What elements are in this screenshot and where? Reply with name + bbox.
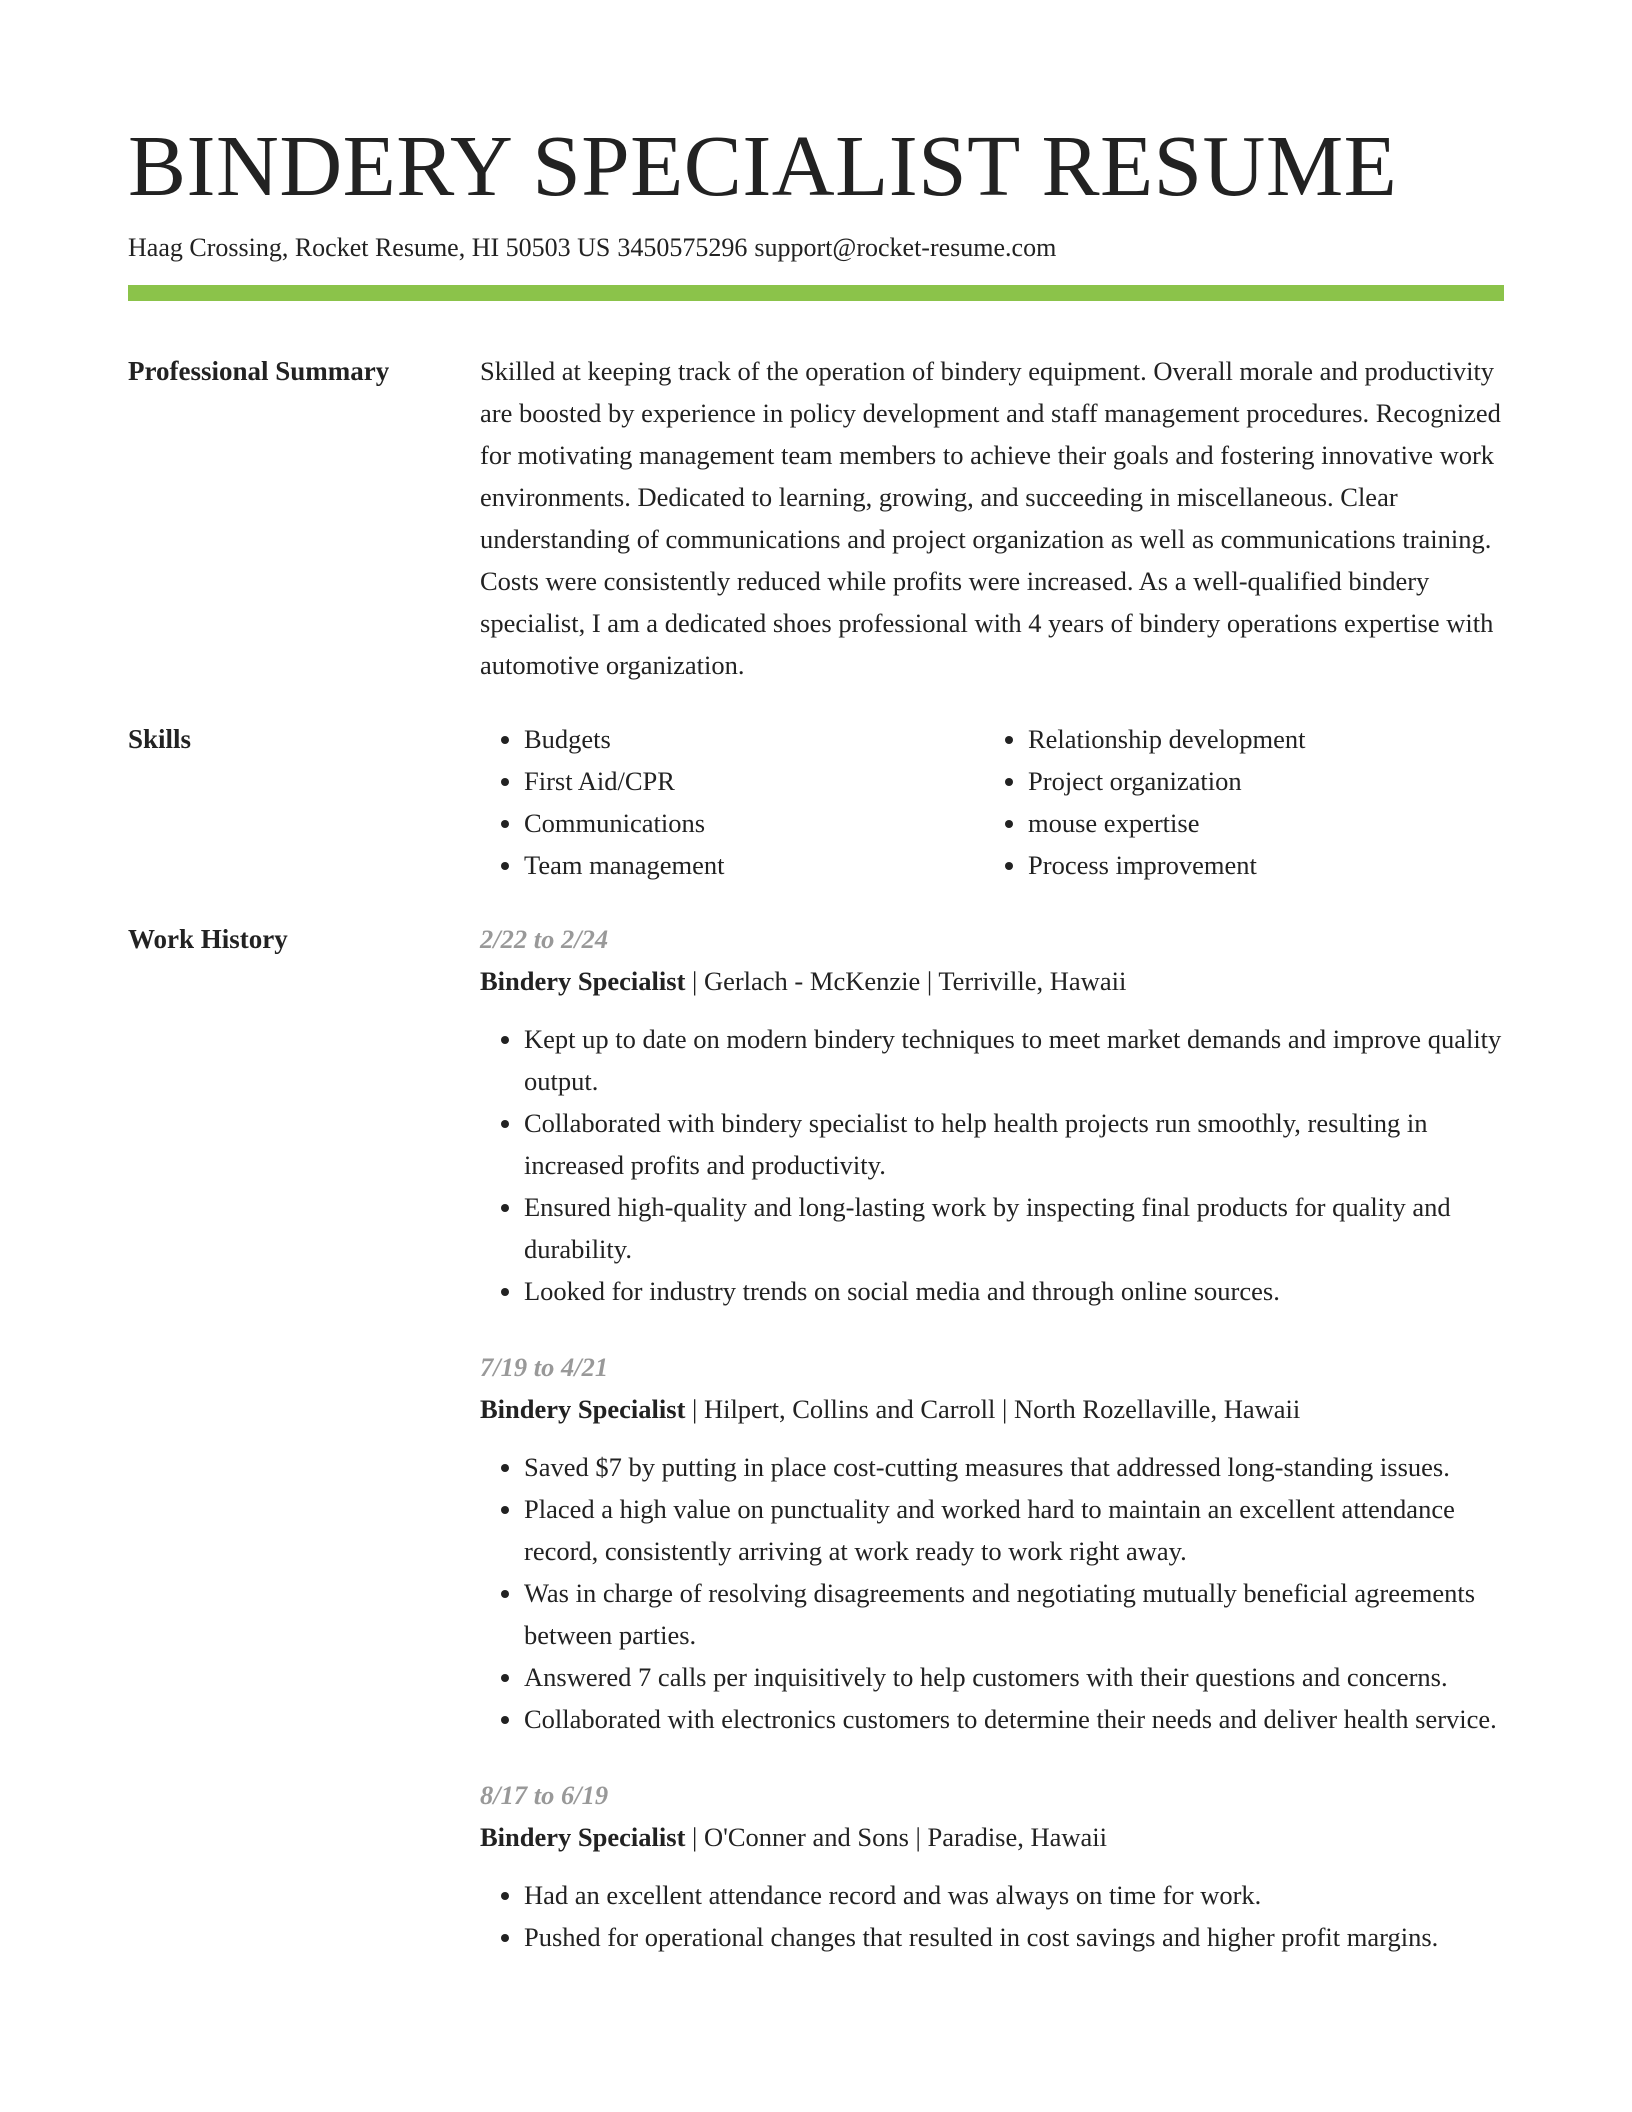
skill-item: • First Aid/CPR — [524, 760, 984, 802]
job-bullet: • Placed a high value on punctuality and worked hard to maintain an excellent attendance record, consistently arriving at work ready to work right away. — [524, 1488, 1504, 1572]
job-bullet: • Pushed for operational changes that resulted in cost savings and higher profit margins. — [524, 1916, 1504, 1958]
skill-item: • Communications — [524, 802, 984, 844]
job-bullet: • Was in charge of resolving disagreements and negotiating mutually beneficial agreements between parties. — [524, 1572, 1504, 1656]
contact-line — [128, 230, 1056, 266]
job-company-location: | Hilpert, Collins and Carroll | North Rozellaville, Hawaii — [685, 1394, 1301, 1424]
skill-item: • Process improvement — [1028, 844, 1488, 886]
job-entry — [480, 1346, 1504, 1740]
job-bullet: • Saved $7 by putting in place cost-cutting measures that addressed long-standing issues. — [524, 1446, 1504, 1488]
skill-item: • Team management — [524, 844, 984, 886]
contact-email: support@rocket-resume.com — [754, 233, 1057, 262]
skills-list-left — [480, 718, 984, 886]
contact-address: Haag Crossing, Rocket Resume, HI 50503 US — [128, 233, 611, 262]
job-bullets — [480, 1874, 1504, 1958]
job-dates: 8/17 to 6/19 — [480, 1780, 609, 1810]
work-history-label: Work History — [128, 924, 288, 954]
skill-item: • Project organization — [1028, 760, 1488, 802]
work-history-body — [480, 918, 1504, 1992]
resume-title: BINDERY SPECIALIST RESUME — [128, 117, 1398, 214]
summary-label: Professional Summary — [128, 356, 390, 386]
job-bullet: • Kept up to date on modern bindery techniques to meet market demands and improve quality output. — [524, 1018, 1504, 1102]
skills-list-right — [984, 718, 1488, 886]
job-bullet: • Collaborated with bindery specialist to help health projects run smoothly, resulting in increased profits and productivity. — [524, 1102, 1504, 1186]
job-heading — [480, 960, 1504, 1002]
summary-body — [480, 350, 1504, 686]
job-dates: 2/22 to 2/24 — [480, 924, 609, 954]
header-divider — [128, 285, 1504, 301]
skill-item: • mouse expertise — [1028, 802, 1488, 844]
job-title: Bindery Specialist — [480, 1822, 686, 1852]
job-title: Bindery Specialist — [480, 1394, 686, 1424]
skill-item: • Relationship development — [1028, 718, 1488, 760]
job-bullet: • Looked for industry trends on social media and through online sources. — [524, 1270, 1504, 1312]
job-entry — [480, 918, 1504, 1312]
job-bullet: • Answered 7 calls per inquisitively to help customers with their questions and concerns. — [524, 1656, 1504, 1698]
job-heading — [480, 1388, 1504, 1430]
contact-phone: 3450575296 — [617, 233, 748, 262]
skill-item: • Budgets — [524, 718, 984, 760]
job-title: Bindery Specialist — [480, 966, 686, 996]
job-dates: 7/19 to 4/21 — [480, 1352, 609, 1382]
job-bullet: • Had an excellent attendance record and was always on time for work. — [524, 1874, 1504, 1916]
job-company-location: | O'Conner and Sons | Paradise, Hawaii — [685, 1822, 1108, 1852]
skills-body — [480, 718, 1504, 886]
job-bullet: • Ensured high-quality and long-lasting work by inspecting final products for quality and durability. — [524, 1186, 1504, 1270]
job-entry — [480, 1774, 1504, 1958]
job-bullets — [480, 1018, 1504, 1312]
job-company-location: | Gerlach - McKenzie | Terriville, Hawaii — [685, 966, 1127, 996]
skills-label: Skills — [128, 724, 192, 754]
job-heading — [480, 1816, 1504, 1858]
job-bullet: • Collaborated with electronics customers to determine their needs and deliver health service. — [524, 1698, 1504, 1740]
job-bullets — [480, 1446, 1504, 1740]
summary-text: Skilled at keeping track of the operation of bindery equipment. Overall morale and productivity are boosted by experience in policy development and staff management procedures. Recognized for motivating management team members to achieve their goals and fostering innovative work environments. Dedicated to learning, growing, and succeeding in miscellaneous. Clear understanding of communications and project organization as well as communications training. Costs were consistently reduced while profits were increased. As a well-qualified bindery specialist, I am a dedicated shoes professional with 4 years of bindery operations expertise with automotive organization. — [480, 356, 1501, 680]
